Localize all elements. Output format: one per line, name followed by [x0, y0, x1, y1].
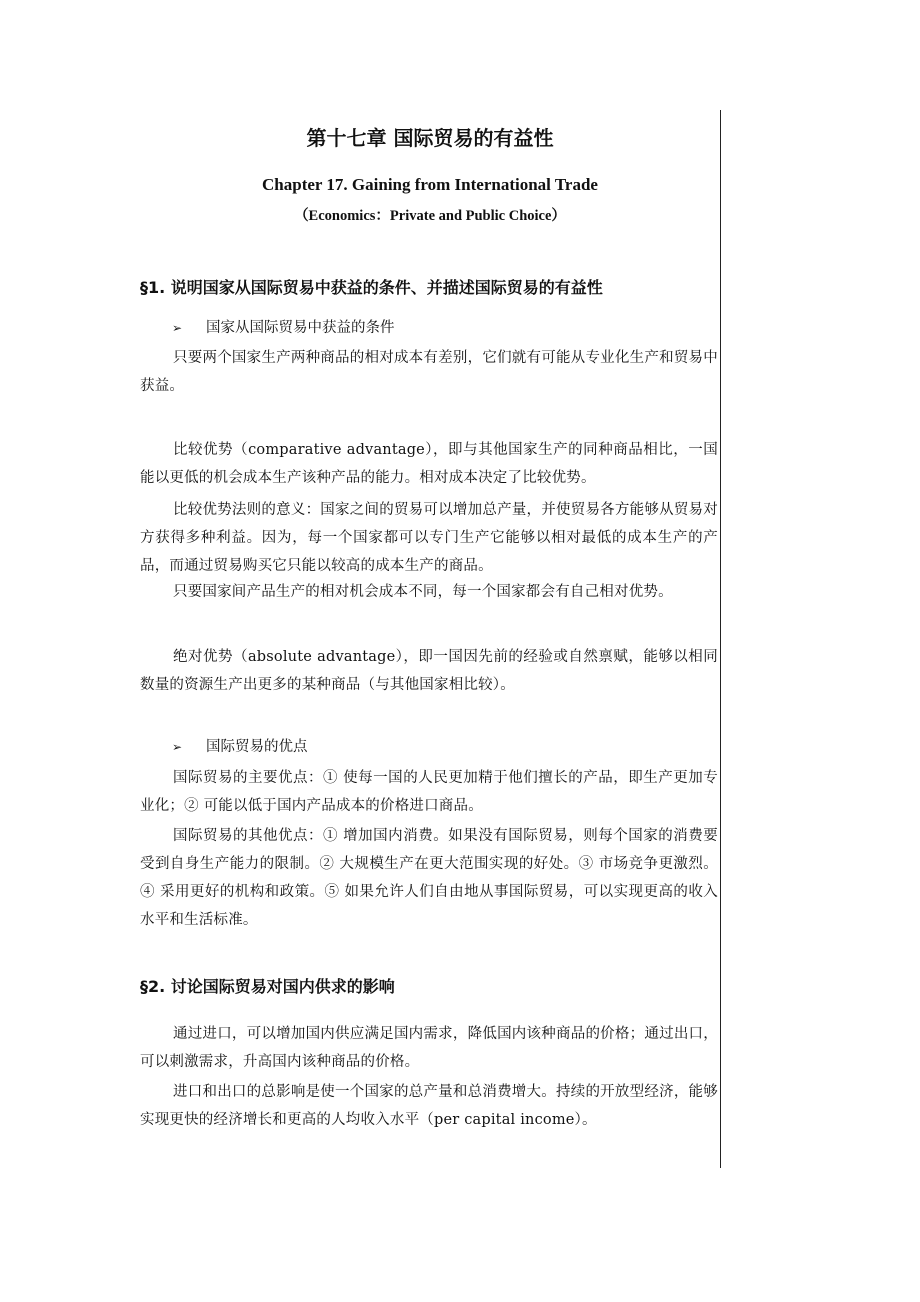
bullet-conditions-label: 国家从国际贸易中获益的条件	[206, 320, 395, 336]
paragraph-main-advantages: 国际贸易的主要优点：① 使每一国的人民更加精于他们擅长的产品，即生产更加专业化；② 可能以低于国内产品成本的价格进口商品。	[140, 770, 718, 814]
paragraph-import-export: 通过进口，可以增加国内供应满足国内需求，降低国内该种商品的价格；通过出口，可以刺激需求，升高国内该种商品的价格。	[140, 1026, 718, 1070]
arrow-bullet-icon: ➢	[172, 740, 183, 754]
paragraph-comparative-law: 比较优势法则的意义：国家之间的贸易可以增加总产量，并使贸易各方能够从贸易对方获得多种利益。因为，每一个国家都可以专门生产它能够以相对最低的成本生产的产品，而通过贸易购买它只能以较高的成本生产的商品。	[140, 502, 718, 574]
bullet-conditions	[172, 316, 712, 340]
section1-heading: §1. 说明国家从国际贸易中获益的条件、并描述国际贸易的有益性	[140, 278, 603, 297]
chapter-title-chinese: 第十七章 国际贸易的有益性	[306, 126, 554, 150]
paragraph-relative-cost: 只要国家间产品生产的相对机会成本不同，每一个国家都会有自己相对优势。	[173, 584, 673, 600]
arrow-bullet-icon: ➢	[172, 321, 183, 335]
section2-heading: §2. 讨论国际贸易对国内供求的影响	[140, 977, 395, 996]
margin-rule	[720, 110, 721, 1168]
bullet-advantages-label: 国际贸易的优点	[206, 739, 308, 755]
paragraph-overall-effect: 进口和出口的总影响是使一个国家的总产量和总消费增大。持续的开放型经济，能够实现更快的经济增长和更高的人均收入水平（per capital income）。	[140, 1084, 718, 1128]
bullet-advantages	[172, 735, 712, 759]
chapter-title-english: Chapter 17. Gaining from International Trade	[262, 175, 598, 194]
paragraph-comparative-advantage: 比较优势（comparative advantage），即与其他国家生产的同种商品相比，一国能以更低的机会成本生产该种产品的能力。相对成本决定了比较优势。	[140, 442, 718, 486]
paragraph-other-advantages: 国际贸易的其他优点：① 增加国内消费。如果没有国际贸易，则每个国家的消费要受到自身生产能力的限制。② 大规模生产在更大范围实现的好处。③ 市场竞争更激烈。④ 采用更好的机构和政策。⑤ 如果允许人们自由地从事国际贸易，可以实现更高的收入水平和生活标准。	[140, 828, 718, 928]
paragraph-absolute-advantage: 绝对优势（absolute advantage），即一国因先前的经验或自然禀赋，能够以相同数量的资源生产出更多的某种商品（与其他国家相比较）。	[140, 649, 718, 693]
paragraph-gain-condition: 只要两个国家生产两种商品的相对成本有差别，它们就有可能从专业化生产和贸易中获益。	[140, 350, 718, 394]
book-subtitle: （Economics：Private and Public Choice）	[294, 208, 566, 224]
